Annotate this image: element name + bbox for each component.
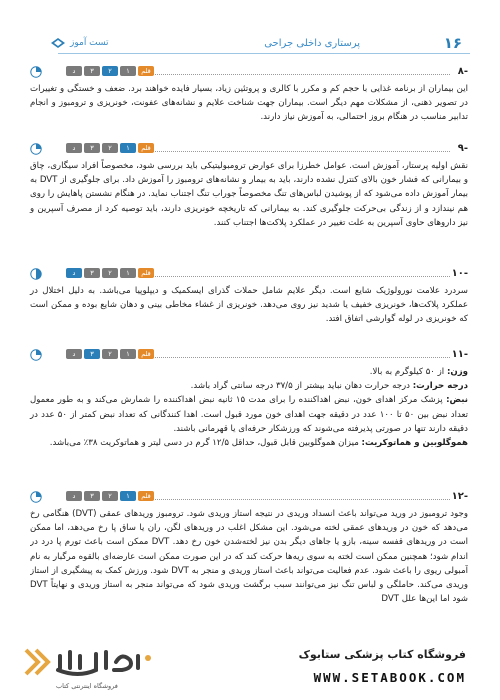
store-footer xyxy=(0,626,500,700)
line-label: وزن: xyxy=(446,367,468,377)
question-number: -۹ xyxy=(457,143,468,154)
tag: ۱ xyxy=(120,491,136,501)
dotted-leader xyxy=(138,151,450,152)
tag: ۲ xyxy=(102,66,118,76)
page-number: ۱۶ xyxy=(443,34,462,52)
tag: د xyxy=(66,143,82,153)
page-header xyxy=(0,0,500,60)
answer-line xyxy=(30,393,468,436)
paragraph: این بیماران از برنامه غذایی با حجم کم و مکرر با کالری و پروتئین زیاد، بسیار فایده خواهند برد. ضعف و خستگی و تغییرات در تصویر ذهنی، از مشکلات مهم دیگر است. بیماران جهت شناخت علایم و نشانه‌های عفونت، خونریزی و ترومبوز و انجام تدابیر مناسب در هنگام بروز احتمالی، به آموزش نیاز دارند. xyxy=(30,84,468,123)
store-name: فروشگاه کتاب پزشکی ستابوک xyxy=(298,648,466,661)
difficulty-tags xyxy=(66,143,154,153)
line-text: درجه حرارت دهان نباید بیشتر از ۳۷/۵ درجه سانتی گراد باشد. xyxy=(190,381,413,392)
tag: ۱ xyxy=(120,268,136,278)
tag: ۳ xyxy=(84,143,100,153)
store-url[interactable]: WWW.SETABOOK.COM xyxy=(313,670,466,685)
answer-text xyxy=(30,284,468,327)
line-text: از ۵۰ کیلوگرم به بالا. xyxy=(369,367,447,377)
line-text: میزان هموگلوبین قابل قبول، حداقل ۱۲/۵ گرم در دسی لیتر و هماتوکریت ۳۸٪ می‌باشد. xyxy=(49,438,362,449)
setabook-logo-icon xyxy=(18,638,168,688)
tag: ۳ xyxy=(84,66,100,76)
paragraph: نقش اولیه پرستار، آموزش است. عوامل خطرزا برای عوارض ترومبولیتیکی باید بررسی شود، مخصوصاً افراد سیگاری، چاق و بیمارانی که فشار خون بالای کنترل نشده دارند، باید به بیمار و نشانه‌های ترومبوز را آموزش داد. برای جلوگیری از DVT به بیمار آموزش داده می‌شود که از پوشیدن لباس‌های تنگ مخصوصاً جوراب تنگ اجتناب نماید. در هنگام نشستن پاهایش را روی هم نیندازد و از زندگی بی‌حرکت جلوگیری کند. به بیمارانی که تاریخچه خونریزی دارند، باید توصیه کرد از مصرف آسپرین و نیز داروهای حاوی آسپرین به علت تغییر در عملکرد پلاکت‌ها اجتناب کنند. xyxy=(30,161,469,228)
question-9 xyxy=(30,143,468,230)
tag: د xyxy=(66,66,82,76)
question-number: -۱۱ xyxy=(451,349,468,360)
answer-line xyxy=(30,436,468,450)
brand-logo-icon xyxy=(50,36,66,50)
tag: ۲ xyxy=(102,143,118,153)
tag: قلم xyxy=(138,66,154,76)
difficulty-pie-icon xyxy=(30,66,42,78)
answer-text xyxy=(30,365,468,450)
question-number: -۸ xyxy=(457,66,468,77)
answer-line xyxy=(30,365,468,379)
tag: ۳ xyxy=(84,491,100,501)
difficulty-pie-icon xyxy=(30,349,42,361)
header-divider xyxy=(58,53,470,54)
tag: ۲ xyxy=(102,491,118,501)
dotted-leader xyxy=(138,74,450,75)
question-header xyxy=(30,349,468,363)
question-number: -۱۰ xyxy=(451,268,468,279)
question-10 xyxy=(30,268,468,327)
logo-text xyxy=(70,636,73,637)
difficulty-pie-icon xyxy=(30,143,42,155)
tag: قلم xyxy=(138,491,154,501)
section-title: پرستاری داخلی جراحی xyxy=(264,38,360,49)
tag: د xyxy=(66,349,82,359)
answer-text xyxy=(30,507,468,606)
difficulty-pie-icon xyxy=(30,491,42,503)
tag: د xyxy=(66,491,82,501)
dotted-leader xyxy=(138,357,450,358)
line-label: هموگلوبین و هماتوکریت: xyxy=(361,438,468,449)
difficulty-tags xyxy=(66,349,154,359)
paragraph: وجود ترومبوز در ورید می‌تواند باعث انسداد وریدی در نتیجه استاز وریدی شود. ترومبوز وریدهای عمقی (DVT) هنگامی رخ می‌دهد که خون در وریدهای عمقی لخته می‌شود. این مشکل اغلب در وریدهای لگن، ران یا ساق پا رخ می‌دهد، اما ممکن است در وریدهای قفسه سینه، بازو یا جاهای دیگر بدن نیز لخته‌شدن خون رخ دهد. DVT ممکن است باعث تورم پا درد در اندام شود؛ همچنین ممکن است لخته به سوی ریه‌ها حرکت کند که در این صورت ممکن است عارضه‌ای بالقوه مرگبار به نام آمبولی ریوی را باعث شود. عدم فعالیت می‌تواند باعث استاز وریدی و منجر به DVT شود. ورزش کمک به پیشگیری از استاز وریدی می‌کند. حاملگی و لباس تنگ نیز می‌توانند سبب برگشت وریدی شود که می‌تواند منجر به استاز وریدی و نهایتاً DVT شود اما این‌ها علل DVT xyxy=(30,509,468,605)
question-header xyxy=(30,66,468,80)
tag: ۱ xyxy=(120,66,136,76)
logo-subtext: فروشگاه اینترنتی کتاب xyxy=(56,682,118,690)
line-text: پزشک مرکز اهدای خون، نبض اهداکننده را برای مدت ۱۵ ثانیه نبض اهداکننده را شمارش می‌کند و به طور معمول تعداد نبض بین ۵۰ تا ۱۰۰ عدد در دقیقه جهت اهدای خون مورد قبول است. اهدا کنندگانی که تعداد نبض کمتر از ۵۰ عدد در دقیقه دارند تنها در صورتی پذیرفته می‌شوند که ورزشکار حرفه‌ای یا قهرمانی باشند. xyxy=(30,395,469,434)
question-header xyxy=(30,491,468,505)
difficulty-pie-icon xyxy=(30,268,42,280)
tag: قلم xyxy=(138,143,154,153)
tag: د xyxy=(66,268,82,278)
line-label: نبض: xyxy=(446,395,469,406)
tag: ۲ xyxy=(102,268,118,278)
tag: ۲ xyxy=(102,349,118,359)
tag: ۱ xyxy=(120,349,136,359)
answer-text xyxy=(30,82,468,125)
tag: قلم xyxy=(138,268,154,278)
question-12 xyxy=(30,491,468,606)
tag: قلم xyxy=(138,349,154,359)
brand-name: تست آموز xyxy=(70,38,109,48)
question-8 xyxy=(30,66,468,125)
tag: ۳ xyxy=(84,268,100,278)
difficulty-tags xyxy=(66,268,154,278)
answer-text xyxy=(30,159,468,230)
difficulty-tags xyxy=(66,66,154,76)
line-label: درجه حرارت: xyxy=(412,381,468,392)
paragraph: سردرد علامت نورولوژیک شایع است. دیگر علایم شامل حملات گذرای ایسکمیک و دیپلوپیا می‌باشد. به دلیل اختلال در عملکرد پلاکت‌ها، خونریزی خفیف یا شدید نیز روی می‌دهد. خونریزی از غشاء مخاطی بینی و دهان شایع بوده و ممکن است که خونریزی در لوله گوارشی اتفاق افتد. xyxy=(30,286,468,325)
question-11 xyxy=(30,349,468,450)
tag: ۳ xyxy=(84,349,100,359)
question-header xyxy=(30,143,468,157)
answer-line xyxy=(30,379,468,393)
question-number: -۱۲ xyxy=(451,491,468,502)
question-header xyxy=(30,268,468,282)
dotted-leader xyxy=(138,276,450,277)
tag: ۱ xyxy=(120,143,136,153)
dotted-leader xyxy=(138,499,450,500)
difficulty-tags xyxy=(66,491,154,501)
